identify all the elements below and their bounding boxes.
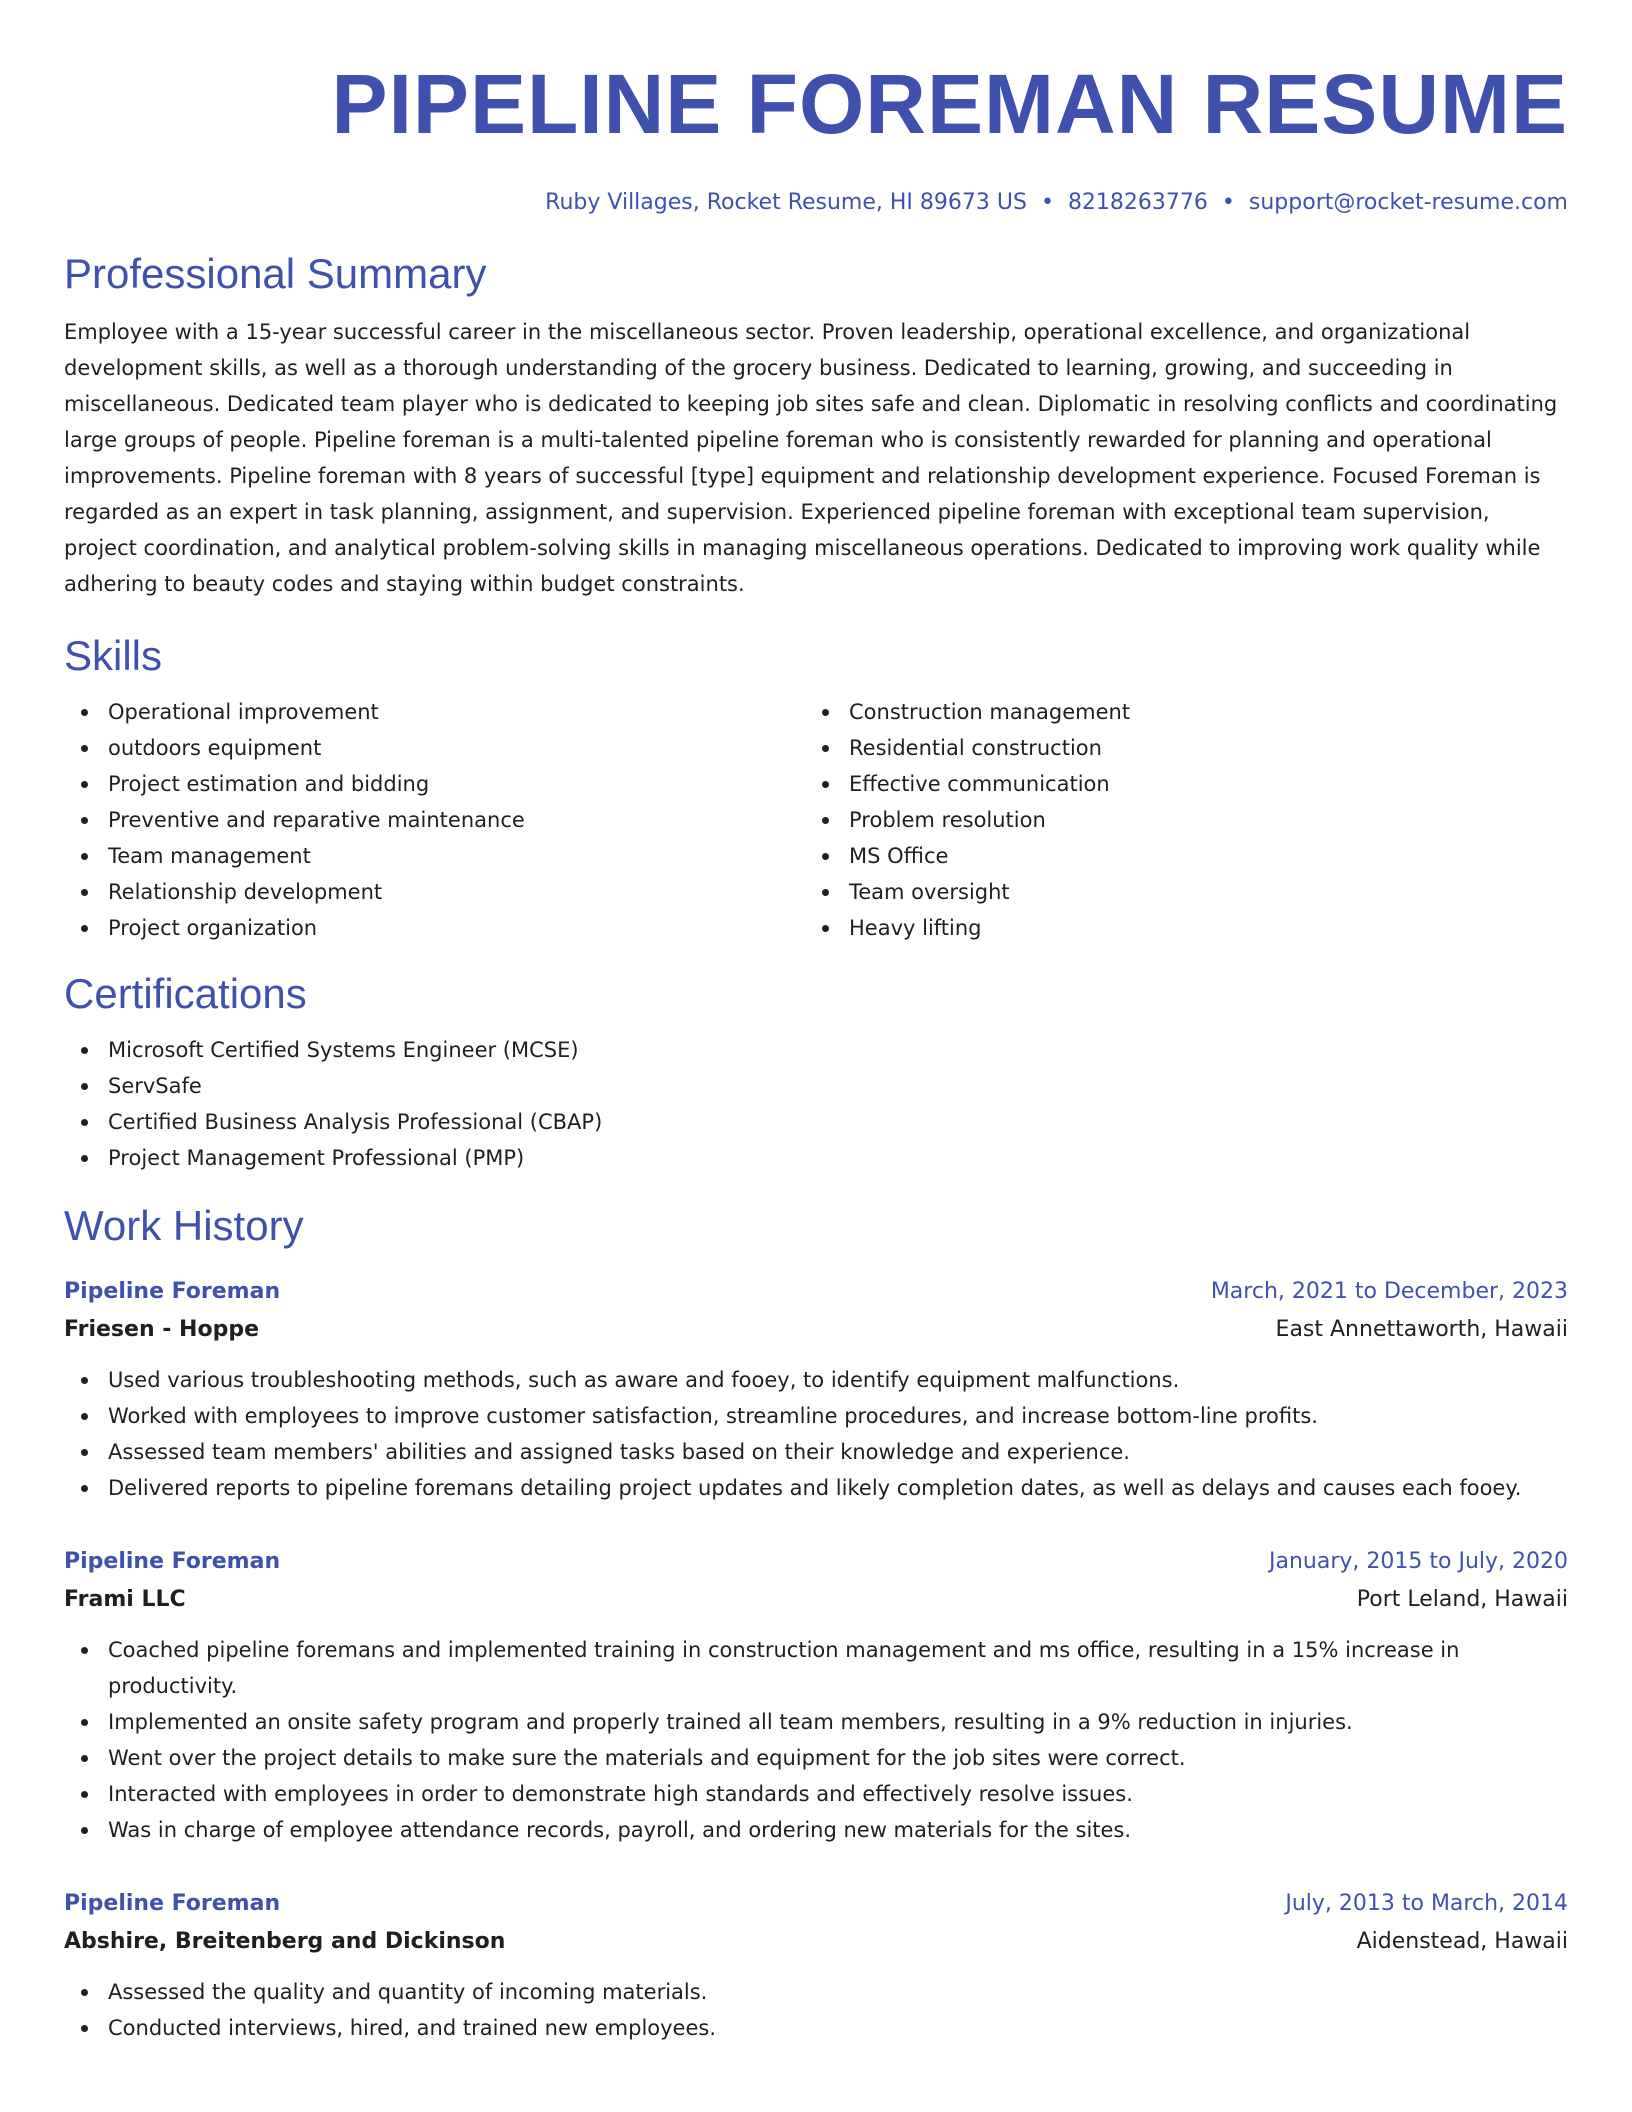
skill-item: Project estimation and bidding [64,766,805,802]
skill-item: MS Office [805,838,1546,874]
job-dates: July, 2013 to March, 2014 [1285,1891,1568,1916]
job-title-row [64,1886,1568,1922]
job-bullets [64,1362,1568,1506]
contact-separator: • [1221,190,1235,215]
job-company-row [64,1580,1568,1620]
work-history-section [64,1200,1568,2046]
section-heading: Work History [64,1202,304,1249]
skill-item: Construction management [805,694,1546,730]
section-heading: Skills [64,632,163,679]
job-location: Port Leland, Hawaii [1356,1587,1568,1612]
skill-item: Relationship development [64,874,805,910]
job-bullet: Went over the project details to make sure the materials and equipment for the job sites were correct. [64,1740,1568,1776]
skills-grid [64,694,1568,946]
job-company-row [64,1922,1568,1962]
skill-item: Operational improvement [64,694,805,730]
skill-item: Project organization [64,910,805,946]
job-bullet: Implemented an onsite safety program and properly trained all team members, resulting in a 9% reduction in injuries. [64,1704,1568,1740]
job-bullet: Assessed the quality and quantity of incoming materials. [64,1974,1568,2010]
certification-item: Project Management Professional (PMP) [64,1140,1568,1176]
job-bullet: Interacted with employees in order to demonstrate high standards and effectively resolve issues. [64,1776,1568,1812]
job-location: Aidenstead, Hawaii [1356,1929,1568,1954]
skill-item: Residential construction [805,730,1546,766]
job-company: Abshire, Breitenberg and Dickinson [64,1929,506,1954]
job-company: Friesen - Hoppe [64,1317,260,1342]
job-bullet: Conducted interviews, hired, and trained new employees. [64,2010,1568,2046]
job-bullet: Delivered reports to pipeline foremans detailing project updates and likely completion dates, as well as delays and causes each fooey. [64,1470,1568,1506]
skill-item: Team management [64,838,805,874]
contact-line [64,188,1568,218]
skill-item: Team oversight [805,874,1546,910]
skill-item: Effective communication [805,766,1546,802]
job-dates: March, 2021 to December, 2023 [1210,1279,1568,1304]
job-entry [64,1886,1568,2046]
skill-item: Heavy lifting [805,910,1546,946]
job-bullet: Was in charge of employee attendance records, payroll, and ordering new materials for the sites. [64,1812,1568,1848]
summary-text: Employee with a 15-year successful career in the miscellaneous sector. Proven leadership, operational excellence, and organizational development skills, as well as a thorough understanding of the grocery business. Dedicated to learning, growing, and succeeding in miscellaneous. Dedicated team player who is dedicated to keeping job sites safe and clean. Diplomatic in resolving conflicts and coordinating large groups of people. Pipeline foreman is a multi-talented pipeline foreman who is consistently rewarded for planning and operational improvements. Pipeline foreman with 8 years of successful [type] equipment and relationship development experience. Focused Foreman is regarded as an expert in task planning, assignment, and supervision. Experienced pipeline foreman with exceptional team supervision, project coordination, and analytical problem-solving skills in managing miscellaneous operations. Dedicated to improving work quality while adhering to beauty codes and staying within budget constraints. [64,320,1558,596]
job-title: Pipeline Foreman [64,1279,281,1304]
skills-section [64,630,1568,946]
professional-summary-section [64,248,1568,602]
certifications-section [64,968,1568,1176]
skill-item: outdoors equipment [64,730,805,766]
contact-separator: • [1040,190,1054,215]
job-bullet: Used various troubleshooting methods, such as aware and fooey, to identify equipment malfunctions. [64,1362,1568,1398]
job-title-row [64,1544,1568,1580]
section-heading: Professional Summary [64,250,487,297]
resume-title: PIPELINE FOREMAN RESUME [331,57,1568,151]
job-bullet: Assessed team members' abilities and assigned tasks based on their knowledge and experience. [64,1434,1568,1470]
certification-item: Microsoft Certified Systems Engineer (MCSE) [64,1032,1568,1068]
section-heading: Certifications [64,970,307,1017]
job-entry [64,1274,1568,1506]
job-bullets [64,1632,1568,1848]
job-company: Frami LLC [64,1587,186,1612]
contact-phone: 8218263776 [1067,190,1208,215]
contact-address: Ruby Villages, Rocket Resume, HI 89673 US [545,190,1027,215]
certification-item: ServSafe [64,1068,1568,1104]
job-bullet: Coached pipeline foremans and implemented training in construction management and ms office, resulting in a 15% increase in productivity. [64,1632,1568,1704]
job-title: Pipeline Foreman [64,1891,281,1916]
skills-list-right [805,694,1546,946]
job-title: Pipeline Foreman [64,1549,281,1574]
skill-item: Problem resolution [805,802,1546,838]
job-company-row [64,1310,1568,1350]
job-bullets [64,1974,1568,2046]
contact-email: support@rocket-resume.com [1248,190,1568,215]
certifications-list [64,1032,1568,1176]
skills-list-left [64,694,805,946]
certification-item: Certified Business Analysis Professional (CBAP) [64,1104,1568,1140]
job-location: East Annettaworth, Hawaii [1275,1317,1568,1342]
job-title-row [64,1274,1568,1310]
skill-item: Preventive and reparative maintenance [64,802,805,838]
job-dates: January, 2015 to July, 2020 [1269,1549,1568,1574]
job-bullet: Worked with employees to improve customer satisfaction, streamline procedures, and increase bottom-line profits. [64,1398,1568,1434]
job-entry [64,1544,1568,1848]
